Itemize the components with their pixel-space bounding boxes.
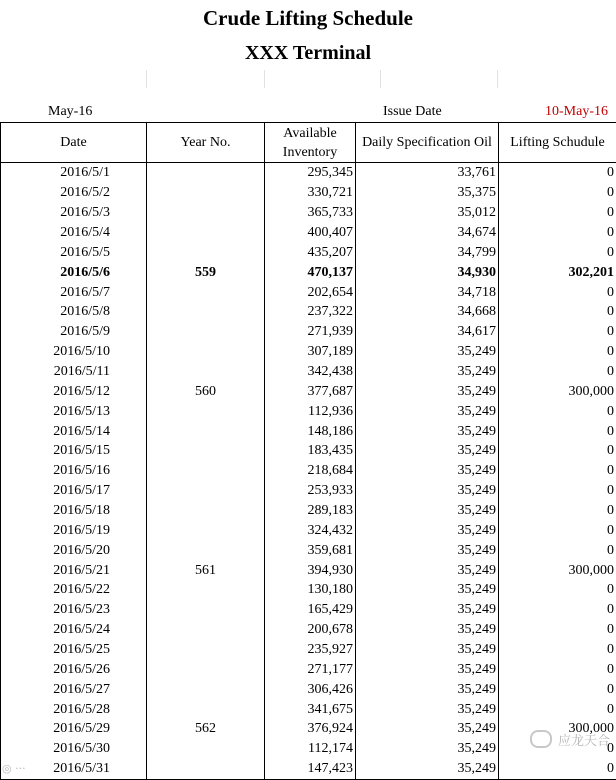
row-daily-spec-oil: 33,761 bbox=[356, 163, 499, 183]
row-year-no bbox=[147, 362, 265, 382]
table-row bbox=[1, 282, 616, 302]
row-daily-spec-oil: 35,249 bbox=[356, 679, 499, 699]
row-available-inventory: 183,435 bbox=[265, 441, 356, 461]
row-year-no bbox=[147, 759, 265, 779]
row-lifting-schedule: 0 bbox=[499, 322, 616, 342]
row-year-no bbox=[147, 659, 265, 679]
row-year-no bbox=[147, 620, 265, 640]
corner-watermark: ◎ ··· bbox=[2, 762, 42, 776]
row-daily-spec-oil: 35,249 bbox=[356, 501, 499, 521]
row-available-inventory: 147,423 bbox=[265, 759, 356, 779]
row-year-no bbox=[147, 441, 265, 461]
row-date: 2016/5/18 bbox=[1, 501, 147, 521]
row-daily-spec-oil: 35,249 bbox=[356, 739, 499, 759]
row-daily-spec-oil: 35,249 bbox=[356, 461, 499, 481]
row-date: 2016/5/11 bbox=[1, 362, 147, 382]
row-daily-spec-oil: 34,668 bbox=[356, 302, 499, 322]
row-daily-spec-oil: 35,249 bbox=[356, 441, 499, 461]
row-date: 2016/5/4 bbox=[1, 223, 147, 243]
table-row bbox=[1, 580, 616, 600]
row-available-inventory: 235,927 bbox=[265, 640, 356, 660]
table-row bbox=[1, 441, 616, 461]
table-row bbox=[1, 719, 616, 739]
row-daily-spec-oil: 35,249 bbox=[356, 659, 499, 679]
row-year-no bbox=[147, 540, 265, 560]
table-row bbox=[1, 739, 616, 759]
table-row bbox=[1, 362, 616, 382]
row-date: 2016/5/24 bbox=[1, 620, 147, 640]
row-available-inventory: 295,345 bbox=[265, 163, 356, 183]
row-lifting-schedule: 300,000 bbox=[499, 381, 616, 401]
table-row bbox=[1, 600, 616, 620]
table-row bbox=[1, 540, 616, 560]
row-year-no: 561 bbox=[147, 560, 265, 580]
schedule-month: May-16 bbox=[48, 104, 92, 120]
row-year-no: 559 bbox=[147, 262, 265, 282]
row-daily-spec-oil: 35,249 bbox=[356, 401, 499, 421]
row-lifting-schedule: 0 bbox=[499, 501, 616, 521]
row-lifting-schedule: 0 bbox=[499, 362, 616, 382]
row-lifting-schedule: 0 bbox=[499, 163, 616, 183]
row-daily-spec-oil: 35,249 bbox=[356, 481, 499, 501]
row-daily-spec-oil: 35,249 bbox=[356, 759, 499, 779]
column-header-available-inventory: Available Inventory bbox=[265, 123, 356, 163]
row-date: 2016/5/9 bbox=[1, 322, 147, 342]
table-row bbox=[1, 322, 616, 342]
row-available-inventory: 289,183 bbox=[265, 501, 356, 521]
row-available-inventory: 400,407 bbox=[265, 223, 356, 243]
row-available-inventory: 394,930 bbox=[265, 560, 356, 580]
row-daily-spec-oil: 34,674 bbox=[356, 223, 499, 243]
table-row bbox=[1, 461, 616, 481]
table-header-row bbox=[1, 123, 616, 163]
table-row bbox=[1, 659, 616, 679]
page-title: Crude Lifting Schedule bbox=[0, 6, 616, 31]
row-lifting-schedule: 0 bbox=[499, 620, 616, 640]
row-year-no bbox=[147, 421, 265, 441]
row-lifting-schedule: 0 bbox=[499, 421, 616, 441]
row-lifting-schedule: 0 bbox=[499, 520, 616, 540]
row-lifting-schedule: 0 bbox=[499, 401, 616, 421]
row-daily-spec-oil: 35,249 bbox=[356, 699, 499, 719]
row-lifting-schedule: 0 bbox=[499, 223, 616, 243]
row-year-no bbox=[147, 481, 265, 501]
row-date: 2016/5/27 bbox=[1, 679, 147, 699]
table-row bbox=[1, 242, 616, 262]
row-lifting-schedule: 300,000 bbox=[499, 719, 616, 739]
row-date: 2016/5/16 bbox=[1, 461, 147, 481]
table-row bbox=[1, 342, 616, 362]
row-daily-spec-oil: 35,249 bbox=[356, 719, 499, 739]
row-year-no bbox=[147, 322, 265, 342]
row-year-no bbox=[147, 520, 265, 540]
chat-bubble-icon bbox=[530, 730, 552, 748]
table-row bbox=[1, 421, 616, 441]
table-row bbox=[1, 699, 616, 719]
table-row bbox=[1, 302, 616, 322]
row-date: 2016/5/22 bbox=[1, 580, 147, 600]
row-available-inventory: 324,432 bbox=[265, 520, 356, 540]
row-available-inventory: 359,681 bbox=[265, 540, 356, 560]
row-available-inventory: 376,924 bbox=[265, 719, 356, 739]
row-daily-spec-oil: 35,249 bbox=[356, 342, 499, 362]
row-daily-spec-oil: 34,930 bbox=[356, 262, 499, 282]
page-subtitle: XXX Terminal bbox=[0, 42, 616, 65]
row-available-inventory: 130,180 bbox=[265, 580, 356, 600]
row-lifting-schedule: 0 bbox=[499, 739, 616, 759]
row-date: 2016/5/14 bbox=[1, 421, 147, 441]
row-date: 2016/5/28 bbox=[1, 699, 147, 719]
row-daily-spec-oil: 34,718 bbox=[356, 282, 499, 302]
row-year-no bbox=[147, 163, 265, 183]
table-row bbox=[1, 481, 616, 501]
row-available-inventory: 112,174 bbox=[265, 739, 356, 759]
row-date: 2016/5/31 bbox=[1, 759, 147, 779]
row-lifting-schedule: 0 bbox=[499, 242, 616, 262]
brand-watermark-text: 应龙天合 bbox=[558, 730, 610, 749]
table-row bbox=[1, 560, 616, 580]
row-daily-spec-oil: 34,799 bbox=[356, 242, 499, 262]
row-available-inventory: 271,177 bbox=[265, 659, 356, 679]
row-lifting-schedule: 300,000 bbox=[499, 560, 616, 580]
row-date: 2016/5/29 bbox=[1, 719, 147, 739]
row-date: 2016/5/30 bbox=[1, 739, 147, 759]
row-year-no bbox=[147, 242, 265, 262]
row-available-inventory: 365,733 bbox=[265, 203, 356, 223]
issue-date-value: 10-May-16 bbox=[545, 104, 608, 120]
row-available-inventory: 470,137 bbox=[265, 262, 356, 282]
row-available-inventory: 112,936 bbox=[265, 401, 356, 421]
row-lifting-schedule: 0 bbox=[499, 203, 616, 223]
row-available-inventory: 342,438 bbox=[265, 362, 356, 382]
row-daily-spec-oil: 35,012 bbox=[356, 203, 499, 223]
row-lifting-schedule: 0 bbox=[499, 759, 616, 779]
row-date: 2016/5/5 bbox=[1, 242, 147, 262]
table-row bbox=[1, 163, 616, 183]
row-year-no bbox=[147, 223, 265, 243]
table-row bbox=[1, 381, 616, 401]
row-date: 2016/5/2 bbox=[1, 183, 147, 203]
row-year-no bbox=[147, 203, 265, 223]
row-year-no: 560 bbox=[147, 381, 265, 401]
table-row bbox=[1, 203, 616, 223]
row-available-inventory: 330,721 bbox=[265, 183, 356, 203]
issue-date-label: Issue Date bbox=[383, 104, 442, 120]
row-lifting-schedule: 0 bbox=[499, 282, 616, 302]
row-date: 2016/5/3 bbox=[1, 203, 147, 223]
row-lifting-schedule: 0 bbox=[499, 580, 616, 600]
row-available-inventory: 307,189 bbox=[265, 342, 356, 362]
row-date: 2016/5/7 bbox=[1, 282, 147, 302]
row-lifting-schedule: 0 bbox=[499, 699, 616, 719]
row-year-no bbox=[147, 282, 265, 302]
brand-watermark bbox=[530, 728, 610, 750]
column-header-lifting-schedule: Lifting Schudule bbox=[499, 123, 616, 163]
row-date: 2016/5/8 bbox=[1, 302, 147, 322]
row-year-no bbox=[147, 302, 265, 322]
row-date: 2016/5/20 bbox=[1, 540, 147, 560]
table-row bbox=[1, 262, 616, 282]
row-available-inventory: 237,322 bbox=[265, 302, 356, 322]
row-year-no bbox=[147, 640, 265, 660]
row-daily-spec-oil: 35,249 bbox=[356, 600, 499, 620]
row-daily-spec-oil: 35,249 bbox=[356, 620, 499, 640]
row-lifting-schedule: 0 bbox=[499, 540, 616, 560]
row-available-inventory: 202,654 bbox=[265, 282, 356, 302]
row-available-inventory: 435,207 bbox=[265, 242, 356, 262]
row-daily-spec-oil: 35,249 bbox=[356, 381, 499, 401]
row-year-no bbox=[147, 401, 265, 421]
row-year-no bbox=[147, 739, 265, 759]
row-date: 2016/5/13 bbox=[1, 401, 147, 421]
row-available-inventory: 165,429 bbox=[265, 600, 356, 620]
row-date: 2016/5/19 bbox=[1, 520, 147, 540]
row-lifting-schedule: 0 bbox=[499, 679, 616, 699]
row-lifting-schedule: 0 bbox=[499, 302, 616, 322]
table-row bbox=[1, 679, 616, 699]
row-available-inventory: 218,684 bbox=[265, 461, 356, 481]
lifting-schedule-table bbox=[0, 122, 616, 780]
row-year-no bbox=[147, 600, 265, 620]
column-header-date: Date bbox=[1, 123, 147, 163]
column-header-daily-spec-oil: Daily Specification Oil bbox=[356, 123, 499, 163]
row-available-inventory: 306,426 bbox=[265, 679, 356, 699]
row-year-no bbox=[147, 679, 265, 699]
column-header-year-no: Year No. bbox=[147, 123, 265, 163]
row-daily-spec-oil: 35,249 bbox=[356, 362, 499, 382]
row-available-inventory: 377,687 bbox=[265, 381, 356, 401]
row-lifting-schedule: 302,201 bbox=[499, 262, 616, 282]
row-year-no bbox=[147, 699, 265, 719]
row-year-no bbox=[147, 183, 265, 203]
row-available-inventory: 341,675 bbox=[265, 699, 356, 719]
row-daily-spec-oil: 35,249 bbox=[356, 421, 499, 441]
row-year-no: 562 bbox=[147, 719, 265, 739]
row-lifting-schedule: 0 bbox=[499, 600, 616, 620]
row-date: 2016/5/1 bbox=[1, 163, 147, 183]
row-daily-spec-oil: 35,249 bbox=[356, 580, 499, 600]
row-lifting-schedule: 0 bbox=[499, 183, 616, 203]
table-row bbox=[1, 183, 616, 203]
table-row bbox=[1, 620, 616, 640]
row-lifting-schedule: 0 bbox=[499, 481, 616, 501]
row-date: 2016/5/12 bbox=[1, 381, 147, 401]
table-row bbox=[1, 640, 616, 660]
table-row bbox=[1, 520, 616, 540]
row-year-no bbox=[147, 461, 265, 481]
row-date: 2016/5/23 bbox=[1, 600, 147, 620]
row-daily-spec-oil: 35,249 bbox=[356, 640, 499, 660]
row-lifting-schedule: 0 bbox=[499, 640, 616, 660]
row-available-inventory: 253,933 bbox=[265, 481, 356, 501]
row-date: 2016/5/17 bbox=[1, 481, 147, 501]
row-date: 2016/5/21 bbox=[1, 560, 147, 580]
row-lifting-schedule: 0 bbox=[499, 441, 616, 461]
row-year-no bbox=[147, 501, 265, 521]
row-daily-spec-oil: 35,249 bbox=[356, 540, 499, 560]
row-date: 2016/5/15 bbox=[1, 441, 147, 461]
row-available-inventory: 271,939 bbox=[265, 322, 356, 342]
table-row bbox=[1, 759, 616, 779]
row-daily-spec-oil: 35,375 bbox=[356, 183, 499, 203]
row-date: 2016/5/6 bbox=[1, 262, 147, 282]
row-daily-spec-oil: 35,249 bbox=[356, 560, 499, 580]
row-lifting-schedule: 0 bbox=[499, 342, 616, 362]
row-lifting-schedule: 0 bbox=[499, 461, 616, 481]
row-year-no bbox=[147, 580, 265, 600]
row-date: 2016/5/26 bbox=[1, 659, 147, 679]
row-available-inventory: 148,186 bbox=[265, 421, 356, 441]
row-available-inventory: 200,678 bbox=[265, 620, 356, 640]
row-lifting-schedule: 0 bbox=[499, 659, 616, 679]
row-date: 2016/5/25 bbox=[1, 640, 147, 660]
table-row bbox=[1, 501, 616, 521]
table-row bbox=[1, 223, 616, 243]
row-daily-spec-oil: 34,617 bbox=[356, 322, 499, 342]
row-daily-spec-oil: 35,249 bbox=[356, 520, 499, 540]
row-date: 2016/5/10 bbox=[1, 342, 147, 362]
table-row bbox=[1, 401, 616, 421]
row-year-no bbox=[147, 342, 265, 362]
